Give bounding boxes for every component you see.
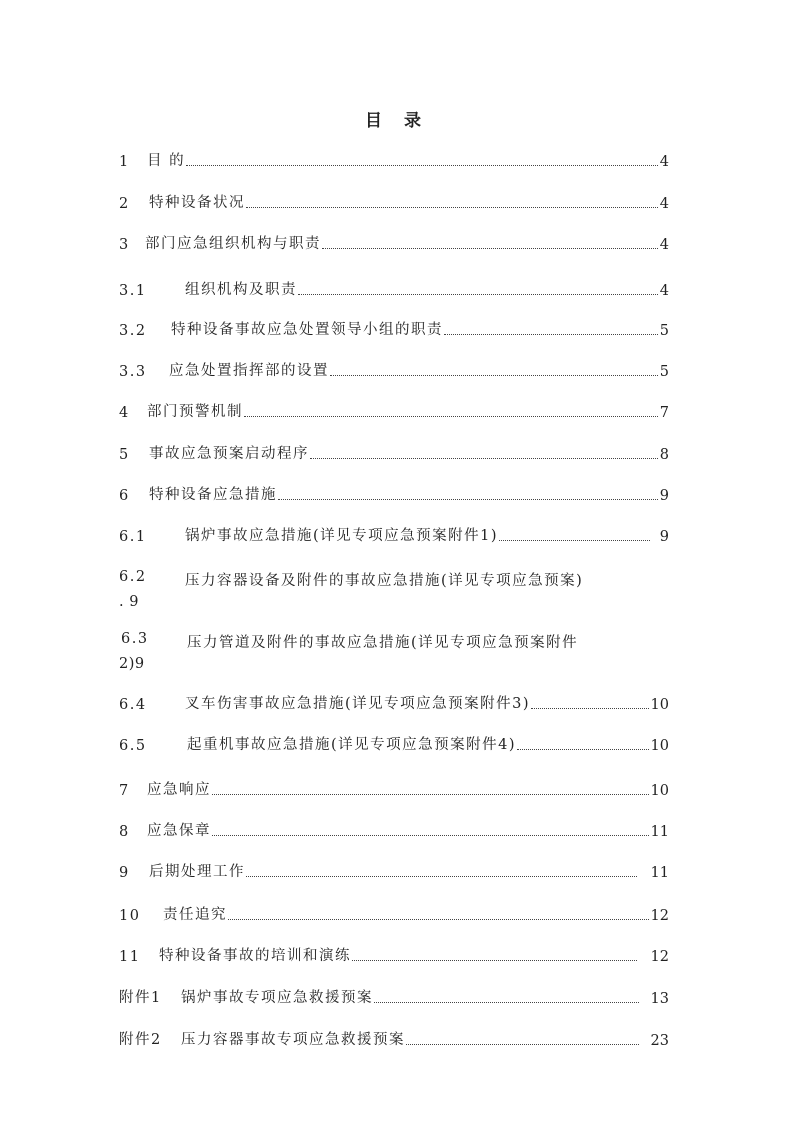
entry-page: 11 [650,824,669,840]
entry-title: 压力管道及附件的事故应急措施(详见专项应急预案附件 [187,635,579,651]
toc-entry[interactable] [119,987,669,1007]
entry-number: 附件1 [119,990,162,1006]
entry-page: 7 [659,405,669,421]
entry-title: 叉车伤害事故应急措施(详见专项应急预案附件3) [185,696,531,712]
dot-leader [531,708,649,709]
entry-title: 锅炉事故应急措施(详见专项应急预案附件1) [185,528,499,544]
entry-page: 12 [650,949,669,965]
dot-leader [212,835,649,836]
entry-page: 9 [659,488,669,504]
entry-title: 目 的 [147,153,186,169]
entry-title: 组织机构及职责 [185,282,297,298]
entry-title: 应急保章 [147,823,211,839]
entry-title: 部门预警机制 [147,404,243,420]
toc-entry[interactable] [119,1029,669,1049]
toc-entry[interactable] [119,360,669,380]
entry-title: 起重机事故应急措施(详见专项应急预案附件4) [187,737,517,753]
dot-leader [517,749,649,750]
entry-page: 23 [650,1033,669,1049]
entry-page: 13 [650,991,669,1007]
entry-page: 8 [659,447,669,463]
dot-leader [298,294,658,295]
entry-number: 附件2 [119,1032,162,1048]
toc-entry[interactable] [119,401,669,421]
entry-title: 责任追究 [163,907,227,923]
entry-number: 11 [119,949,141,965]
dot-leader [278,499,658,500]
entry-number: 6 [119,488,130,504]
entry-continuation: . 9 [119,594,139,610]
toc-entry[interactable] [119,443,669,463]
entry-page: 4 [659,196,669,212]
toc-entry[interactable] [119,779,669,799]
toc-entry[interactable] [119,150,669,170]
toc-entry[interactable] [119,945,669,965]
entry-page: 10 [650,697,669,713]
entry-number: 1 [119,154,130,170]
toc-entry[interactable] [119,861,669,881]
entry-number: 10 [119,908,141,924]
toc-entry[interactable] [119,484,669,504]
entry-number: 6.4 [119,697,147,713]
toc-entry[interactable] [119,820,669,840]
dot-leader [374,1002,639,1003]
dot-leader [186,165,658,166]
entry-number: 4 [119,405,130,421]
entry-page: 12 [650,908,669,924]
entry-page: 9 [659,529,669,545]
dot-leader [310,458,658,459]
entry-page: 4 [659,283,669,299]
entry-title: 应急响应 [147,782,211,798]
dot-leader [228,919,649,920]
entry-title: 后期处理工作 [149,864,245,880]
dot-leader [244,416,658,417]
entry-number: 6.1 [119,529,147,545]
entry-title: 特种设备应急措施 [149,487,277,503]
entry-title: 事故应急预案启动程序 [149,446,309,462]
entry-page: 10 [650,783,669,799]
toc-entry[interactable] [119,525,669,545]
toc-entry[interactable] [119,693,669,713]
entry-page: 5 [659,323,669,339]
toc-entry[interactable] [119,319,669,339]
toc-entry[interactable] [119,904,669,924]
entry-title: 特种设备状况 [149,195,245,211]
entry-page: 4 [659,237,669,253]
toc-title: 目 录 [365,111,429,131]
entry-title: 锅炉事故专项应急救援预案 [181,990,373,1006]
entry-continuation: 2)9 [119,656,145,672]
entry-page: 5 [659,364,669,380]
entry-number: 3.3 [119,364,147,380]
entry-number: 5 [119,447,130,463]
dot-leader [444,334,658,335]
dot-leader [246,876,637,877]
entry-number: 6.5 [119,738,147,754]
entry-title: 特种设备事故的培训和演练 [159,948,351,964]
entry-title: 特种设备事故应急处置领导小组的职责 [171,322,443,338]
entry-number: 3.1 [119,283,147,299]
toc-entry[interactable] [119,192,669,212]
entry-number: 2 [119,196,130,212]
entry-page: 10 [650,738,669,754]
dot-leader [499,540,650,541]
entry-page: 4 [659,154,669,170]
entry-title: 压力容器设备及附件的事故应急措施(详见专项应急预案) [185,573,584,589]
dot-leader [212,794,649,795]
entry-number: 3 [119,237,130,253]
entry-number: 3.2 [119,323,147,339]
dot-leader [330,375,658,376]
toc-entry[interactable] [119,734,669,754]
entry-number: 9 [119,865,130,881]
toc-entry[interactable] [119,631,669,672]
dot-leader [406,1044,639,1045]
dot-leader [246,207,658,208]
entry-number: 6.2 [119,569,147,585]
entry-title: 部门应急组织机构与职责 [145,236,321,252]
toc-entry[interactable] [119,569,669,610]
dot-leader [352,960,637,961]
entry-page: 11 [650,865,669,881]
entry-number: 6.3 [121,631,149,647]
entry-title: 应急处置指挥部的设置 [169,363,329,379]
entry-number: 8 [119,824,130,840]
entry-title: 压力容器事故专项应急救援预案 [181,1032,405,1048]
dot-leader [322,248,658,249]
entry-number: 7 [119,783,130,799]
toc-entry[interactable] [119,279,669,299]
toc-entry[interactable] [119,233,669,253]
